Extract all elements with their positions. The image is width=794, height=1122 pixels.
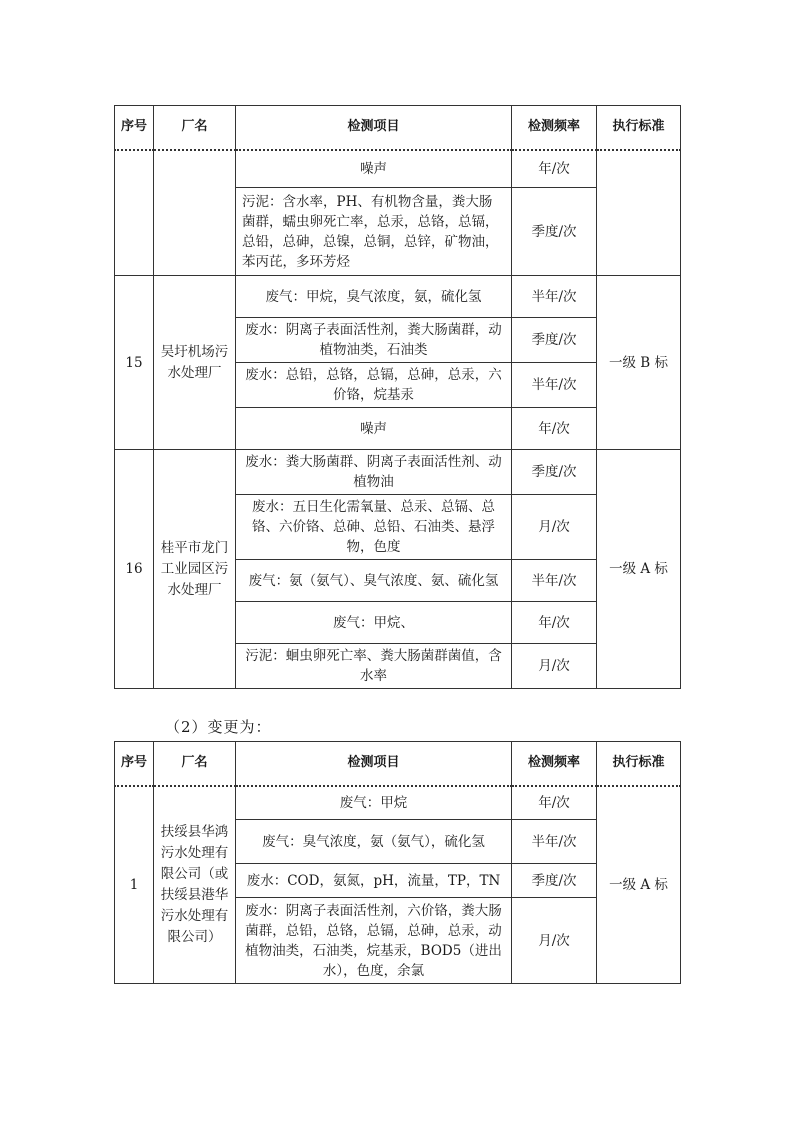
header-std: 执行标准: [597, 106, 681, 150]
cell-item: 废气：甲烷: [236, 786, 512, 820]
cell-freq: 季度/次: [512, 450, 597, 495]
header-name: 厂名: [154, 742, 236, 786]
cell-no: 1: [115, 786, 154, 984]
header-freq: 检测频率: [512, 742, 597, 786]
cell-freq: 年/次: [512, 602, 597, 644]
cell-item: 废水：五日生化需氧量、总汞、总镉、总铬、六价铬、总砷、总铅、石油类、悬浮物，色度: [236, 495, 512, 560]
cell-item: 废水：总铅，总铬，总镉，总砷，总汞，六价铬，烷基汞: [236, 363, 512, 408]
header-freq: 检测频率: [512, 106, 597, 150]
cell-plant-name: 扶绥县华鸿污水处理有限公司（或扶绥县港华污水处理有限公司）: [154, 786, 236, 984]
cell-plant-name: 桂平市龙门工业园区污水处理厂: [154, 450, 236, 689]
table-header-row: [115, 106, 681, 150]
cell-item: 废水：COD，氨氮，pH，流量，TP，TN: [236, 864, 512, 898]
cell-plant-name: 吴圩机场污水处理厂: [154, 276, 236, 450]
cell-item: 废气：甲烷、: [236, 602, 512, 644]
cell-freq: 月/次: [512, 644, 597, 689]
cell-freq: 年/次: [512, 786, 597, 820]
table-header-row: [115, 742, 681, 786]
cell-freq: 月/次: [512, 495, 597, 560]
cell-item: 噪声: [236, 150, 512, 188]
cell-name-empty: [154, 150, 236, 276]
header-std: 执行标准: [597, 742, 681, 786]
cell-item: 废水：粪大肠菌群、阴离子表面活性剂、动植物油: [236, 450, 512, 495]
cell-freq: 半年/次: [512, 363, 597, 408]
header-no: 序号: [115, 106, 154, 150]
monitoring-table-continued: [114, 105, 681, 689]
cell-freq: 半年/次: [512, 560, 597, 602]
cell-item: 污泥：含水率，PH、有机物含量，粪大肠菌群，蠕虫卵死亡率，总汞，总铬，总镉，总铅，总砷，总镍，总铜，总锌，矿物油，苯丙芘，多环芳烃: [236, 188, 512, 276]
table-row: [115, 150, 681, 188]
header-name: 厂名: [154, 106, 236, 150]
header-no: 序号: [115, 742, 154, 786]
cell-std: 一级 A 标: [597, 786, 681, 984]
cell-freq: 半年/次: [512, 276, 597, 318]
cell-freq: 季度/次: [512, 864, 597, 898]
cell-no-empty: [115, 150, 154, 276]
cell-item: 废气：臭气浓度，氨（氨气），硫化氢: [236, 820, 512, 864]
cell-std: 一级 B 标: [597, 276, 681, 450]
table-row: [115, 786, 681, 820]
cell-item: 废气：氨（氨气）、臭气浓度、氨、硫化氢: [236, 560, 512, 602]
table-row: [115, 276, 681, 318]
cell-item: 污泥：蛔虫卵死亡率、粪大肠菌群菌值，含水率: [236, 644, 512, 689]
cell-no: 16: [115, 450, 154, 689]
cell-freq: 年/次: [512, 408, 597, 450]
cell-item: 废水：阴离子表面活性剂，粪大肠菌群，动植物油类，石油类: [236, 318, 512, 363]
cell-freq: 季度/次: [512, 188, 597, 276]
cell-item: 废气：甲烷，臭气浓度，氨，硫化氢: [236, 276, 512, 318]
table-row: [115, 450, 681, 495]
cell-item: 噪声: [236, 408, 512, 450]
cell-freq: 年/次: [512, 150, 597, 188]
cell-freq: 月/次: [512, 898, 597, 984]
header-item: 检测项目: [236, 106, 512, 150]
section-caption: （2）变更为：: [165, 718, 272, 736]
cell-std-empty: [597, 150, 681, 276]
cell-freq: 半年/次: [512, 820, 597, 864]
cell-freq: 季度/次: [512, 318, 597, 363]
cell-std: 一级 A 标: [597, 450, 681, 689]
header-item: 检测项目: [236, 742, 512, 786]
cell-no: 15: [115, 276, 154, 450]
cell-item: 废水：阴离子表面活性剂，六价铬，粪大肠菌群，总铅，总铬，总镉，总砷，总汞，动植物油类，石油类，烷基汞，BOD5（进出水），色度，余氯: [236, 898, 512, 984]
monitoring-table-revised: [114, 741, 681, 984]
